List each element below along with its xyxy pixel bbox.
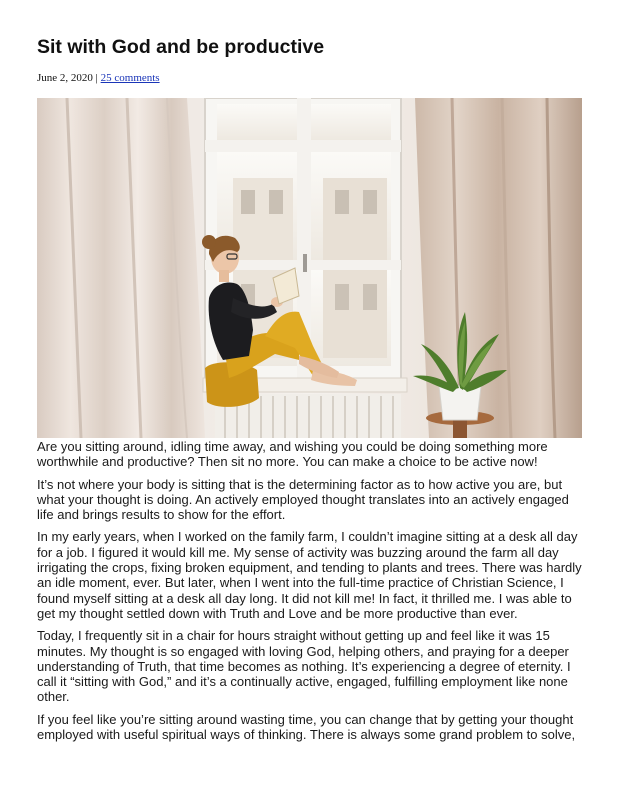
article-meta [37,72,160,84]
meta-separator: | [92,72,101,84]
paragraph: If you feel like you’re sitting around wasting time, you can change that by getting your thought employed with useful spiritual ways of thinking. There is always some grand problem to solve, [37,711,576,743]
article-body [37,439,585,749]
paragraph: Today, I frequently sit in a chair for hours straight without getting up and feel like it was 15 minutes. My thought is so engaged with loving God, helping others, and praying for a deeper understanding of Truth, that time becomes as nothing. It’s experiencing a degree of eternity. I call it “sitting with God,” and it’s a continually active, engaged, fulfilling employment like none other. [37,628,571,705]
paragraph: Are you sitting around, idling time away, and wishing you could be doing something more worthwhile and productive? Then sit no more. You can make a choice to be active now! [37,439,548,470]
article-title: Sit with God and be productive [37,36,325,58]
paragraph: In my early years, when I worked on the family farm, I couldn’t imagine sitting at a desk all day for a job. I figured it would kill me. My sense of activity was buzzing around the farm all day irrigating the crops, fixing broken equipment, and tending to plants and trees. There was hardly an idle moment, ever. But later, when I went into the full-time practice of Christian Science, I found myself sitting at a desk all day long. It did not kill me! In fact, it thrilled me. I was able to get my thought settled down with Truth and Love and be more productive than ever. [37,529,582,621]
publish-date: June 2, 2020 [37,72,93,84]
paragraph: It’s not where your body is sitting that is the determining factor as to how active you are, but what your thought is doing. An actively employed thought translates into an actively engaged life and brings results to show for the effort. [37,476,569,523]
hero-image [37,98,582,438]
comments-link[interactable]: 25 comments [100,72,160,84]
